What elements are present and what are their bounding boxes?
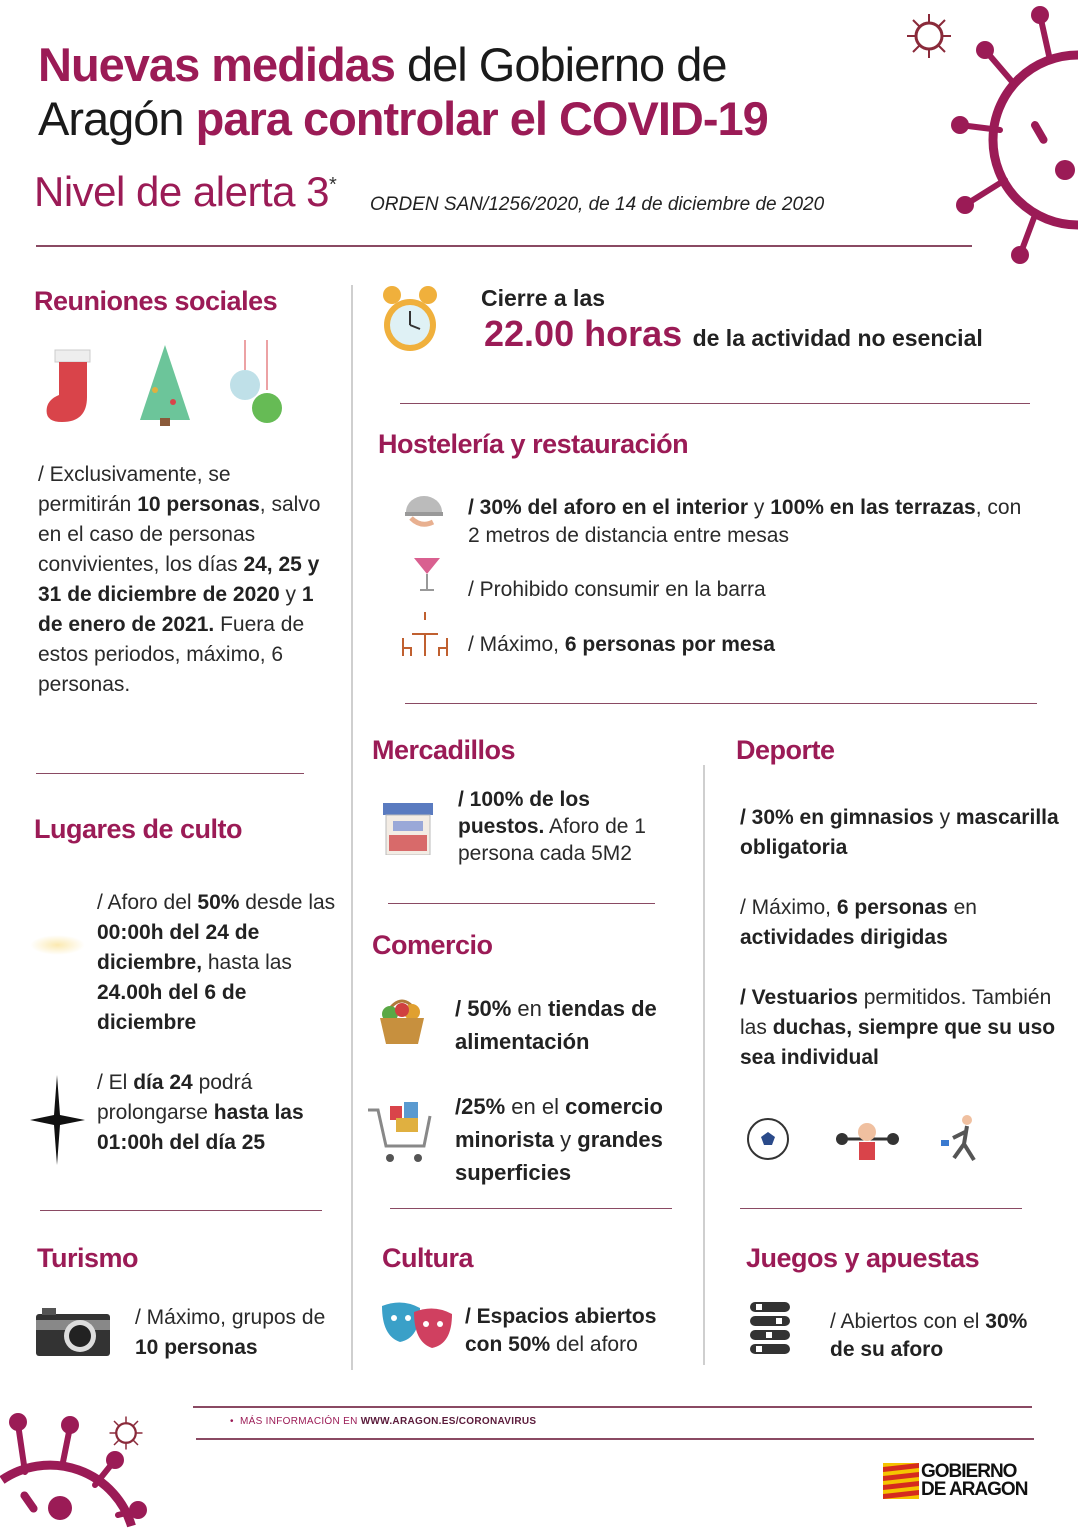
text-segment: / Máximo, bbox=[468, 633, 565, 656]
text-segment: / Prohibido consumir en la barra bbox=[468, 578, 766, 601]
column-divider bbox=[703, 765, 705, 1365]
text-segment: del aforo bbox=[550, 1333, 638, 1356]
star-icon bbox=[30, 1075, 85, 1165]
text-segment: desde las bbox=[239, 891, 336, 914]
football-icon bbox=[748, 1119, 788, 1159]
bold-text: Nuevas medidas bbox=[38, 38, 395, 91]
hosteleria-item-3 bbox=[468, 630, 775, 660]
text-segment: Aragón bbox=[38, 92, 196, 145]
christmas-icons bbox=[45, 340, 285, 430]
bold-text: 6 personas bbox=[836, 896, 948, 919]
juegos-text bbox=[830, 1308, 1050, 1364]
section-title-mercadillos: Mercadillos bbox=[372, 735, 516, 765]
divider bbox=[40, 1210, 322, 1211]
bold-text: / 30% en gimnasios bbox=[740, 806, 934, 829]
footer-divider bbox=[193, 1406, 1032, 1408]
text-segment: Aforo de 1 persona cada 5M2 bbox=[458, 815, 646, 865]
comercio-item-2 bbox=[455, 1090, 695, 1189]
text-segment: / Exclusivamente, se permitirán bbox=[38, 463, 231, 516]
divider bbox=[740, 1208, 1022, 1209]
cultura-text bbox=[465, 1303, 695, 1359]
text-segment: en bbox=[947, 896, 977, 919]
curfew-label: Cierre a las bbox=[481, 285, 606, 311]
section-title-turismo: Turismo bbox=[37, 1243, 139, 1273]
text-segment: y bbox=[748, 496, 771, 519]
section-title-cultura: Cultura bbox=[382, 1243, 473, 1273]
bold-text: grandes superficies bbox=[455, 1127, 663, 1185]
cocktail-icon bbox=[412, 552, 442, 594]
divider bbox=[390, 1208, 672, 1209]
alert-level bbox=[34, 168, 336, 216]
hosteleria-item-2 bbox=[468, 575, 766, 605]
alarm-clock-icon bbox=[380, 283, 440, 358]
section-title-deporte: Deporte bbox=[736, 735, 835, 765]
text-segment: en bbox=[511, 996, 548, 1021]
christmas-tree-icon bbox=[140, 345, 190, 426]
divider bbox=[405, 703, 1037, 704]
alert-level-text: Nivel de alerta 3 bbox=[34, 168, 329, 215]
bold-text: / Vestuarios bbox=[740, 986, 858, 1009]
bold-text: duchas, siempre que su uso sea individual bbox=[740, 1016, 1056, 1069]
section-title-hosteleria: Hostelería y restauración bbox=[378, 429, 689, 459]
section-title-juegos: Juegos y apuestas bbox=[746, 1243, 980, 1273]
bold-text: / 100% de los puestos. bbox=[458, 788, 590, 838]
bold-text: 24, 25 y 31 de diciembre de 2020 bbox=[38, 553, 320, 606]
table-chairs-icon bbox=[400, 612, 450, 657]
turismo-text bbox=[135, 1303, 335, 1363]
small-virus-icon bbox=[108, 1415, 144, 1451]
bold-text: 1 de enero de 2021. bbox=[38, 583, 314, 636]
divider bbox=[388, 903, 655, 904]
more-info-label: MÁS INFORMACIÓN EN bbox=[239, 1416, 361, 1427]
bold-text: para controlar el COVID-19 bbox=[195, 92, 768, 145]
divider bbox=[400, 403, 1030, 404]
comercio-item-1 bbox=[455, 992, 695, 1058]
bold-text: día 24 bbox=[133, 1071, 193, 1094]
column-divider bbox=[351, 285, 353, 1370]
bold-text: tiendas de alimentación bbox=[455, 996, 657, 1054]
section-title-reuniones: Reuniones sociales bbox=[34, 286, 278, 316]
hosteleria-item-1 bbox=[468, 494, 1028, 550]
bold-text: 100% en las terrazas bbox=[770, 496, 976, 519]
bold-text: comercio minorista bbox=[455, 1094, 663, 1152]
divider bbox=[36, 773, 304, 774]
christmas-stocking-icon bbox=[47, 350, 90, 422]
text-segment: del Gobierno de bbox=[394, 38, 727, 91]
text-segment: y bbox=[554, 1127, 578, 1152]
bold-text: mascarilla obligatoria bbox=[740, 806, 1059, 859]
gobierno-aragon-logo bbox=[883, 1463, 1027, 1499]
bold-text: / 50% bbox=[455, 996, 512, 1021]
reuniones-text bbox=[38, 460, 323, 700]
deporte-item-2 bbox=[740, 893, 1060, 953]
deporte-item-3 bbox=[740, 983, 1070, 1073]
text-segment: en el bbox=[505, 1094, 566, 1119]
logo-line-2: DE ARAGON bbox=[921, 1479, 1028, 1500]
bold-text: 10 personas bbox=[135, 1336, 258, 1359]
asterisk: * bbox=[329, 174, 337, 196]
curfew-time-line bbox=[484, 313, 983, 355]
section-title-culto: Lugares de culto bbox=[34, 814, 243, 844]
text-segment: hasta las bbox=[202, 951, 292, 974]
text-segment: / Máximo, bbox=[740, 896, 837, 919]
bold-text: 30% de su aforo bbox=[830, 1310, 1028, 1361]
text-segment: , con 2 metros de distancia entre mesas bbox=[468, 496, 1022, 547]
curfew-time: 22.00 horas bbox=[484, 313, 683, 354]
bold-text: 50% bbox=[197, 891, 240, 914]
bold-text: 10 personas bbox=[137, 493, 260, 516]
weightlifter-icon bbox=[836, 1123, 899, 1160]
casino-chips-icon bbox=[748, 1300, 792, 1358]
order-reference: ORDEN SAN/1256/2020, de 14 de diciembre de 2020 bbox=[370, 194, 825, 215]
bold-text: hasta las 01:00h del día 25 bbox=[97, 1101, 304, 1154]
text-segment: y bbox=[933, 806, 956, 829]
text-segment: , salvo en el caso de personas convivientes, los días bbox=[38, 493, 321, 576]
market-stall-icon bbox=[383, 803, 433, 855]
camera-icon bbox=[36, 1308, 110, 1356]
curfew-rest: de la actividad no esencial bbox=[692, 325, 983, 351]
mercadillos-text bbox=[458, 786, 678, 867]
text-segment: Fuera de estos periodos, máximo, 6 personas. bbox=[38, 613, 305, 696]
sports-icons bbox=[745, 1112, 985, 1172]
light-glow-icon bbox=[30, 935, 85, 955]
logo-line-1: GOBIERNO bbox=[921, 1461, 1017, 1482]
bold-text: actividades dirigidas bbox=[740, 926, 948, 949]
more-info-link[interactable]: WWW.ARAGON.ES/CORONAVIRUS bbox=[360, 1416, 537, 1427]
runner-icon bbox=[941, 1115, 974, 1160]
bold-text: 00:00h del 24 de diciembre, bbox=[97, 921, 260, 974]
text-segment: / Abiertos con el bbox=[830, 1310, 986, 1333]
shopping-cart-icon bbox=[368, 1100, 432, 1166]
aragon-flag-icon bbox=[883, 1463, 919, 1499]
christmas-ornaments-icon bbox=[230, 340, 282, 423]
title-line-1 bbox=[38, 38, 768, 92]
text-segment: permitidos. También las bbox=[740, 986, 1052, 1039]
theater-masks-icon bbox=[380, 1300, 456, 1352]
culto-item-1 bbox=[97, 888, 347, 1038]
serving-cloche-icon bbox=[403, 490, 445, 530]
text-segment: / Máximo, grupos de bbox=[135, 1306, 326, 1329]
bold-text: /25% bbox=[455, 1094, 506, 1119]
footer-divider bbox=[196, 1438, 1034, 1440]
virus-icon bbox=[940, 0, 1080, 270]
food-basket-icon bbox=[376, 992, 428, 1047]
divider bbox=[36, 245, 972, 247]
culto-item-2 bbox=[97, 1068, 337, 1158]
bold-text: / Espacios abiertos con 50% bbox=[465, 1305, 657, 1356]
text-segment: y bbox=[279, 583, 302, 606]
text-segment: podrá prolongarse bbox=[97, 1071, 253, 1124]
section-title-comercio: Comercio bbox=[372, 930, 493, 960]
bold-text: / 30% del aforo en el interior bbox=[468, 496, 749, 519]
more-info: • MÁS INFORMACIÓN EN WWW.ARAGON.ES/CORONAVIRUS bbox=[230, 1416, 537, 1427]
text-segment: / El bbox=[97, 1071, 134, 1094]
bold-text: 6 personas por mesa bbox=[564, 633, 775, 656]
deporte-item-1 bbox=[740, 803, 1060, 863]
title-line-2 bbox=[38, 92, 768, 146]
bold-text: 24.00h del 6 de diciembre bbox=[97, 981, 247, 1034]
page-title bbox=[38, 38, 768, 146]
small-virus-icon bbox=[905, 12, 953, 60]
text-segment: / Aforo del bbox=[97, 891, 198, 914]
